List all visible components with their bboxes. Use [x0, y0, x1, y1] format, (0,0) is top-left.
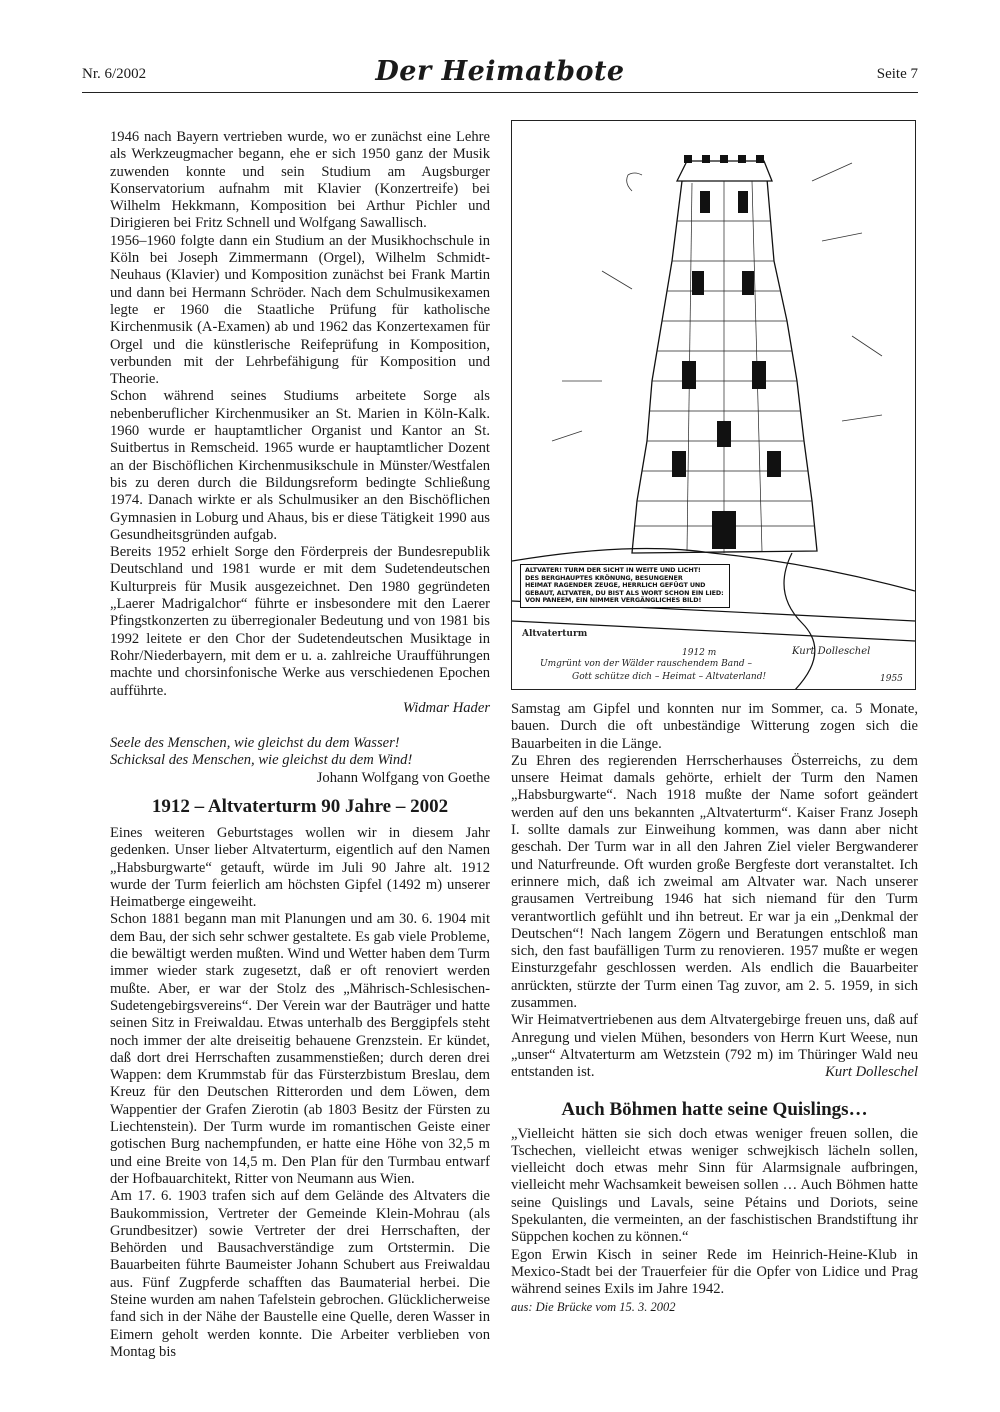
- issue-number: Nr. 6/2002: [82, 66, 147, 82]
- sketch-year: 1955: [880, 674, 903, 684]
- page-number: Seite 7: [876, 66, 918, 82]
- page-header: [82, 56, 918, 92]
- header-rule: [82, 92, 918, 93]
- plaque-line: DES BERGHAUPTES KRÖNUNG, BESUNGENER: [525, 573, 683, 582]
- poem-author: Johann Wolfgang von Goethe: [316, 769, 490, 786]
- poem-line-1: Seele des Menschen, wie gleichst du dem Wasser!: [110, 735, 400, 752]
- bio-paragraph-3: Schon während seines Studiums arbeitete Sorge als nebenberuflicher Kirchenmusiker an St. Marien in Köln-Kalk. 1960 wurde er hauptamtlicher Organist und Kantor an St. Suitbertus in Remscheid. 1965 wurde er hauptamtlicher Dozent an der Bischöflichen Kirchenmusikschule in Münster/Westfalen bis zu deren durch die Bildungsreform bedingte Schließung 1974. Danach wirkte er als Schulmusiker an den Bischöflichen Gymnasien in Loburg und Ahaus, bis er diese Tätigkeit 1990 aus Gesundheitsgründen aufgab.: [110, 388, 490, 543]
- tower-author: Kurt Dolleschel: [825, 1064, 918, 1081]
- spacer: [110, 717, 490, 735]
- quisling-headline: Auch Böhmen hatte seine Quislings…: [561, 1098, 868, 1120]
- bio-paragraph-4: Bereits 1952 erhielt Sorge den Förderpreis der Bundesrepublik Deutschland und 1981 wurde er mit dem Sudetendeutschen Kulturpreis für Musik ausgezeichnet. Den 1980 gegründeten „Laerer Madrigalchor“ führte er insbesondere mit den Laerer Pfingstkonzerten zu überregionaler Bedeutung und von 1981 bis 1992 leitete er den Chor der Sudetendeutschen Musiktage in Rohr/Niederbayern, mit dem er u. a. zahlreiche Uraufführungen machte und chorsinfonische Werke aus verschiedenen Epochen aufführte.: [110, 544, 490, 699]
- plaque-line: ALTVATER! TURM DER SICHT IN WEITE UND LICHT!: [525, 566, 701, 574]
- date-note: 1912 m: [682, 648, 717, 658]
- bio-paragraph-1: 1946 nach Bayern vertrieben wurde, wo er zunächst eine Lehre als Werkzeugmacher begann, ehe er sich 1950 ganz der Musik zuwenden konnte und sein Studium am Augsburger Konservatorium aufnahm mit Klavier (Konzertreife) bei Wilhelm Hekkmann, Komposition bei Arthur Pichler und Dirigieren bei Fritz Schnell und Wolfgang Sawallisch.: [110, 129, 490, 232]
- plaque-line: HEIMAT RAGENDER ZEUGE, HERRLICH GEFÜGT UND: [525, 581, 706, 590]
- tower-plaque: [520, 564, 730, 608]
- tower-paragraph-2: Schon 1881 begann man mit Planungen und am 30. 6. 1904 mit dem Bau, der sich sehr schwer gestaltete. Es gab viele Probleme, die bewältigt werden mußten. Wind und Wetter haben dem Turm immer wieder stark zugesetzt, daß er oft renoviert werden mußte. Aber, er war der Stolz des „Mährisch-Schlesischen-Sudetengebirgsvereins“. Der Verein war der Bauträger und hatte seinen Sitz in Freiwaldau. Etwas unterhalb des Berggipfels steht noch immer der alte dreiseitig behauene Grenzstein. Er kündet, daß dort drei Herrschaften zusammenstießen; durch deren drei Wappen: dem Krummstab für das Fürsterzbistum Breslau, dem Kreuz für den Deutschen Ritterorden und dem Löwen, dem Wappentier der Grafen Zierotin (ab 1803 Besitz der Fürsten zu Liechtenstein). Der Turm wurde im romantischen Geiste einer gotischen Burg nachempfunden, er hatte eine Höhe von 32,5 m und eine Breite von 14,5 m. Den Plan für den Turmbau entwarf der Hofbauarchitekt, Ritter von Neumann aus Wien.: [110, 911, 490, 1187]
- right-column: [511, 701, 918, 1316]
- poem-line-2: Schicksal des Menschen, wie gleichst du dem Wind!: [110, 752, 413, 769]
- quisling-quote: „Vielleicht hätten sie sich doch etwas weniger freuen sollen, die Tschechen, vielleicht etwas weniger schwejkisch lächeln sollen, vielleicht doch etwas mehr Sinn für Alarmsignale aufbringen, vielleicht mehr Wachsamkeit beweisen sollen … Auch Böhmen hatte seine Quislings und Lavals, seine Pétains und Doriots, seine Spekulanten, die vermeinten, an der faschistischen Brandstiftung ihr Süppchen kochen zu können.“: [511, 1125, 918, 1246]
- tower-last-paragraph: Wir Heimatvertriebenen aus dem Altvatergebirge freuen uns, daß auf Anregung und vielen Mühen, besonders von Herrn Kurt Weese, nun „unser“ Altvaterturm am Wetzstein (792 m) im Thüringer Wald neu entstanden ist.: [511, 1012, 918, 1081]
- left-column: [110, 129, 490, 1361]
- tower-paragraph-3: Am 17. 6. 1903 trafen sich auf dem Gelände des Altvaters die Baukommission, Vertreter der Gemeinde Klein-Mohrau (als Grundbesitzer) sowie Vertreter der drei Herrschaften, der Behörden und Bausachverständige zum Ortstermin. Die Bauarbeiten führte Baumeister Johann Schubert aus Freiwaldau aus. Fünf Zugpferde schafften das Baumaterial herbei. Die Steine wurden am nahen Tafelstein gebrochen. Glücklicherweise fand sich in der Nähe der Baustelle eine Quelle, deren Wasser in Eimern geholt werden konnte. Die Arbeiter verblieben von Montag bis: [110, 1188, 490, 1360]
- quisling-source: aus: Die Brücke vom 15. 3. 2002: [511, 1299, 676, 1314]
- tower-paragraph-1: Eines weiteren Geburtstages wollen wir in diesem Jahr gedenken. Unser lieber Altvaterturm, eigentlich auf den Namen „Habsburgwarte“ getauft, würde im Juli 90 Jahre alt. 1912 wurde der Turm feierlich am höchsten Gipfel (1492 m) unserer Heimatberge eingeweiht.: [110, 824, 490, 911]
- tower-paragraph-6: [511, 1012, 918, 1081]
- plaque-line: GEBAUT, ALTVATER, DU BIST ALS WORT SCHON EIN LIED:: [525, 588, 724, 597]
- tower-paragraph-4: Samstag am Gipfel und konnten nur im Sommer, ca. 5 Monate, bauen. Durch die oft unbeständige Witterung zogen sich die Bauarbeiten in die Länge.: [511, 701, 918, 752]
- plaque-line: VON PANEEM, EIN NIMMER VERGÄNGLICHES BILD!: [525, 596, 702, 605]
- tower-paragraph-5: Zu Ehren des regierenden Herrscherhauses Österreichs, zu dem unsere Heimat damals gehörte, erhielt der Turm den Namen „Habsburgwarte“. Nach 1918 mußte der Name sofort geändert werden auf den uns bekannten „Altvaterturm“. Kaiser Franz Joseph I. sollte damals zur Einweihung kommen, was dann aber nicht geschah. Der Turm war in all den Jahren Ziel vieler Bergwanderer und Naturfreunde. Oft wurden große Bergfeste dort veranstaltet. Ich erinnere mich, daß ich zweimal am Altvater war. Nach unserer grausamen Vertreibung 1946 hat sich niemand für den Turm verantwortlich gefühlt und ihn betreut. Er war ja ein „Denkmal der Deutschen“! Nach langem Zögern und Beratungen entschloß man sich, den fast baufälligen Turm zu renovieren. 1957 mußte er wegen Einsturzgefahr geschlossen werden. Als endlich die Bauarbeiter anrückten, stürzte der Turm einen Tag zuvor, am 2. 5. 1959, in sich zusammen.: [511, 752, 918, 1012]
- tower-headline: 1912 – Altvaterturm 90 Jahre – 2002: [151, 795, 449, 817]
- bio-paragraph-2: 1956–1960 folgte dann ein Studium an der Musikhochschule in Köln bei Joseph Zimmermann (Orgel), Wilhelm Schmidt-Neuhaus (Klavier) und Komposition zunächst bei Frank Martin und dann bei Hermann Schröder. Nach dem Schulmusikexamen legte er 1960 die Staatliche Prüfung für katholische Kirchenmusik (A-Examen) ab und 1962 das Konzertexamen für Orgel und die künstlerische Reifeprüfung in Komposition, verbunden mit der Lehrbefähigung für Komposition und Theorie.: [110, 232, 490, 388]
- sketch-caption-1: Umgrünt von der Wälder rauschendem Band –: [540, 659, 753, 669]
- sketch-caption-2: Gott schütze dich – Heimat – Altvaterland!: [572, 672, 767, 682]
- signature: Kurt Dolleschel: [792, 646, 871, 657]
- bio-author: Widmar Hader: [402, 699, 490, 716]
- masthead-title: Der Heimatbote: [375, 56, 625, 87]
- tower-illustration: [511, 120, 916, 690]
- plaque-label: Altvaterturm: [522, 629, 588, 639]
- quisling-attribution: Egon Erwin Kisch in seiner Rede im Heinrich-Heine-Klub in Mexico-Stadt bei der Trauerfeier für die Opfer von Lidice und Prag während seines Exils im Jahre 1942.: [511, 1246, 918, 1298]
